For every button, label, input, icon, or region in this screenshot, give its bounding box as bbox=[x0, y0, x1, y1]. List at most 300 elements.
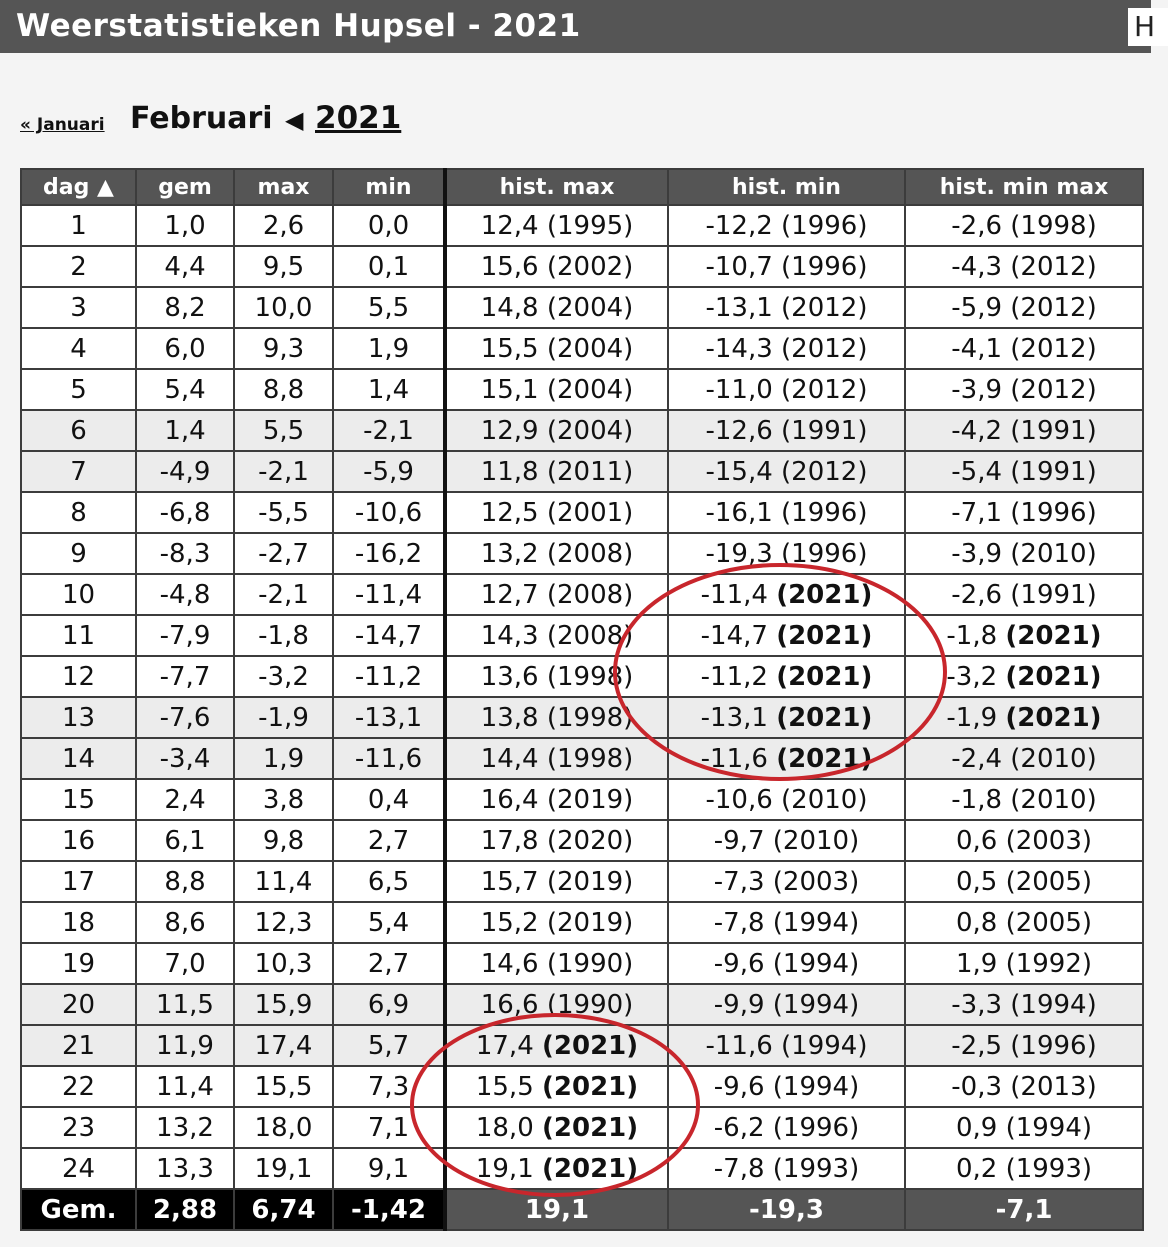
cell-hist-min-max-year: (1992) bbox=[1005, 948, 1093, 979]
cell-min: -11,4 bbox=[333, 574, 445, 615]
cell-gem: 11,9 bbox=[136, 1025, 234, 1066]
cell-hist-min-year: (1996) bbox=[781, 497, 868, 528]
cell-hist-min-value: -13,1 bbox=[705, 292, 773, 323]
cell-hist-max bbox=[445, 820, 668, 861]
cell-hist-min-year: (2021) bbox=[776, 743, 873, 774]
cell-hist-min-value: -11,6 bbox=[705, 1030, 773, 1061]
cell-hist-max-year: (1990) bbox=[546, 989, 634, 1020]
cell-dag: 21 bbox=[21, 1025, 136, 1066]
cell-hist-min bbox=[668, 861, 905, 902]
cell-hist-max-value: 13,8 bbox=[480, 702, 539, 733]
table-row bbox=[21, 984, 1143, 1025]
cell-hist-min-max-year: (1991) bbox=[1010, 415, 1097, 446]
cell-hist-min-value: -9,7 bbox=[713, 825, 765, 856]
cell-hist-max-value: 11,8 bbox=[480, 456, 539, 487]
cell-hist-min-value: -9,6 bbox=[713, 1071, 765, 1102]
cell-hist-min-value: -11,2 bbox=[700, 661, 768, 692]
cell-dag: 19 bbox=[21, 943, 136, 984]
cell-hist-min bbox=[668, 246, 905, 287]
cell-hist-min-max-value: -4,1 bbox=[951, 333, 1002, 364]
cell-gem: 6,1 bbox=[136, 820, 234, 861]
table-row bbox=[21, 533, 1143, 574]
cell-hist-max-year: (2008) bbox=[546, 579, 634, 610]
cell-hist-min-year: (1994) bbox=[781, 1030, 868, 1061]
cell-hist-min-max bbox=[905, 615, 1143, 656]
cell-min: -13,1 bbox=[333, 697, 445, 738]
cell-hist-min bbox=[668, 410, 905, 451]
cell-hist-min-year: (2010) bbox=[772, 825, 860, 856]
cell-hist-max bbox=[445, 1107, 668, 1148]
cell-hist-min-max-value: -7,1 bbox=[951, 497, 1002, 528]
cell-gem: 13,3 bbox=[136, 1148, 234, 1189]
cell-min: 0,1 bbox=[333, 246, 445, 287]
cell-hist-min-year: (2010) bbox=[781, 784, 868, 815]
cell-dag: 10 bbox=[21, 574, 136, 615]
table-row bbox=[21, 287, 1143, 328]
cell-hist-max-year: (2021) bbox=[542, 1071, 639, 1102]
table-row bbox=[21, 861, 1143, 902]
cell-hist-min-max-year: (2021) bbox=[1005, 661, 1102, 692]
cell-max: 1,9 bbox=[234, 738, 333, 779]
column-header-hist-max[interactable]: hist. max bbox=[445, 169, 668, 205]
cell-hist-min-max-year: (2012) bbox=[1010, 333, 1097, 364]
footer-hist-min-max: -7,1 bbox=[905, 1189, 1143, 1230]
cell-hist-min-year: (1994) bbox=[772, 948, 860, 979]
cell-hist-max-year: (1998) bbox=[546, 702, 634, 733]
table-header-row bbox=[21, 169, 1143, 205]
cell-dag: 14 bbox=[21, 738, 136, 779]
cell-hist-max-year: (2021) bbox=[542, 1112, 639, 1143]
cell-hist-min-value: -11,4 bbox=[700, 579, 768, 610]
cell-dag: 13 bbox=[21, 697, 136, 738]
cell-min: -14,7 bbox=[333, 615, 445, 656]
cell-min: 2,7 bbox=[333, 820, 445, 861]
cell-hist-max-value: 14,3 bbox=[480, 620, 539, 651]
cell-max: 17,4 bbox=[234, 1025, 333, 1066]
cell-hist-min bbox=[668, 533, 905, 574]
cell-hist-max-year: (2019) bbox=[546, 907, 634, 938]
cell-max: -2,1 bbox=[234, 451, 333, 492]
cell-hist-max bbox=[445, 287, 668, 328]
cell-hist-max bbox=[445, 1148, 668, 1189]
cell-hist-min-max bbox=[905, 779, 1143, 820]
cell-hist-min-max-value: 0,2 bbox=[955, 1153, 998, 1184]
cell-hist-max bbox=[445, 533, 668, 574]
cell-hist-min bbox=[668, 328, 905, 369]
cell-hist-min-year: (1994) bbox=[772, 989, 860, 1020]
side-button[interactable]: H bbox=[1128, 8, 1168, 46]
cell-hist-min-year: (1996) bbox=[781, 251, 868, 282]
cell-hist-max-year: (1998) bbox=[546, 661, 634, 692]
column-header-min[interactable]: min bbox=[333, 169, 445, 205]
cell-min: 7,1 bbox=[333, 1107, 445, 1148]
cell-hist-min-max-year: (2005) bbox=[1005, 907, 1093, 938]
cell-hist-min-max-value: -1,8 bbox=[946, 620, 998, 651]
cell-hist-max-year: (2021) bbox=[542, 1153, 639, 1184]
cell-hist-min-max bbox=[905, 492, 1143, 533]
cell-hist-min-year: (2003) bbox=[772, 866, 860, 897]
table-row bbox=[21, 820, 1143, 861]
cell-hist-min-max bbox=[905, 246, 1143, 287]
cell-hist-max bbox=[445, 410, 668, 451]
cell-dag: 6 bbox=[21, 410, 136, 451]
cell-hist-min-year: (2012) bbox=[781, 374, 868, 405]
cell-gem: -4,8 bbox=[136, 574, 234, 615]
cell-hist-min-max bbox=[905, 1025, 1143, 1066]
column-header-gem[interactable]: gem bbox=[136, 169, 234, 205]
cell-hist-min-value: -9,9 bbox=[713, 989, 765, 1020]
cell-hist-min bbox=[668, 779, 905, 820]
cell-hist-min-max-value: 1,9 bbox=[955, 948, 998, 979]
cell-hist-min-max-year: (2012) bbox=[1010, 292, 1097, 323]
cell-hist-min-year: (2021) bbox=[776, 620, 873, 651]
cell-hist-min bbox=[668, 984, 905, 1025]
cell-hist-max bbox=[445, 492, 668, 533]
table-footer-row bbox=[21, 1189, 1143, 1230]
cell-hist-min-value: -7,3 bbox=[713, 866, 765, 897]
cell-hist-min-value: -9,6 bbox=[713, 948, 765, 979]
cell-max: 8,8 bbox=[234, 369, 333, 410]
cell-hist-min-value: -15,4 bbox=[705, 456, 773, 487]
cell-max: 15,5 bbox=[234, 1066, 333, 1107]
cell-hist-max-year: (2004) bbox=[546, 374, 634, 405]
cell-hist-min-year: (2012) bbox=[781, 292, 868, 323]
table-row bbox=[21, 943, 1143, 984]
cell-min: -5,9 bbox=[333, 451, 445, 492]
table-row bbox=[21, 615, 1143, 656]
cell-dag: 12 bbox=[21, 656, 136, 697]
table-row bbox=[21, 1148, 1143, 1189]
table-row bbox=[21, 1025, 1143, 1066]
cell-dag: 7 bbox=[21, 451, 136, 492]
cell-hist-max-value: 12,9 bbox=[480, 415, 539, 446]
cell-dag: 15 bbox=[21, 779, 136, 820]
table-row bbox=[21, 1066, 1143, 1107]
cell-hist-min-value: -14,3 bbox=[705, 333, 773, 364]
cell-hist-max-value: 15,5 bbox=[480, 333, 539, 364]
cell-gem: -3,4 bbox=[136, 738, 234, 779]
cell-hist-max-year: (1998) bbox=[546, 743, 634, 774]
cell-hist-min bbox=[668, 656, 905, 697]
cell-hist-max bbox=[445, 943, 668, 984]
cell-min: -2,1 bbox=[333, 410, 445, 451]
cell-hist-min-max bbox=[905, 369, 1143, 410]
cell-hist-min-max-value: -4,2 bbox=[951, 415, 1002, 446]
cell-hist-min-max-value: 0,5 bbox=[955, 866, 998, 897]
cell-hist-min bbox=[668, 615, 905, 656]
cell-hist-min-max-year: (2021) bbox=[1005, 702, 1102, 733]
cell-dag: 1 bbox=[21, 205, 136, 246]
column-header-max[interactable]: max bbox=[234, 169, 333, 205]
cell-hist-min-max bbox=[905, 984, 1143, 1025]
cell-hist-max bbox=[445, 246, 668, 287]
cell-hist-min-max-year: (1991) bbox=[1010, 579, 1097, 610]
cell-min: -16,2 bbox=[333, 533, 445, 574]
cell-hist-max bbox=[445, 902, 668, 943]
cell-dag: 5 bbox=[21, 369, 136, 410]
table-row bbox=[21, 656, 1143, 697]
cell-hist-max bbox=[445, 1025, 668, 1066]
cell-min: 6,5 bbox=[333, 861, 445, 902]
cell-hist-max-year: (2001) bbox=[546, 497, 634, 528]
cell-hist-min-value: -6,2 bbox=[713, 1112, 765, 1143]
cell-hist-max-value: 13,2 bbox=[480, 538, 539, 569]
cell-max: 2,6 bbox=[234, 205, 333, 246]
cell-hist-min-year: (2021) bbox=[776, 579, 873, 610]
cell-hist-min-year: (1994) bbox=[772, 1071, 860, 1102]
table-row bbox=[21, 328, 1143, 369]
cell-hist-min-max-year: (2005) bbox=[1005, 866, 1093, 897]
cell-hist-max-value: 13,6 bbox=[480, 661, 539, 692]
cell-min: 2,7 bbox=[333, 943, 445, 984]
cell-dag: 24 bbox=[21, 1148, 136, 1189]
cell-hist-min-max-value: -5,9 bbox=[951, 292, 1002, 323]
cell-hist-min-max-year: (2010) bbox=[1010, 538, 1097, 569]
cell-hist-max bbox=[445, 861, 668, 902]
cell-hist-max bbox=[445, 656, 668, 697]
cell-max: 19,1 bbox=[234, 1148, 333, 1189]
cell-hist-max-value: 14,8 bbox=[480, 292, 539, 323]
cell-hist-min-value: -10,7 bbox=[705, 251, 773, 282]
cell-hist-max bbox=[445, 369, 668, 410]
cell-hist-min-max-year: (2010) bbox=[1010, 784, 1097, 815]
cell-hist-max bbox=[445, 1066, 668, 1107]
cell-hist-max-year: (2011) bbox=[546, 456, 634, 487]
cell-hist-min bbox=[668, 902, 905, 943]
cell-hist-min-max bbox=[905, 533, 1143, 574]
footer-max: 6,74 bbox=[234, 1189, 333, 1230]
table-row bbox=[21, 574, 1143, 615]
cell-gem: 8,2 bbox=[136, 287, 234, 328]
cell-hist-max bbox=[445, 697, 668, 738]
cell-hist-min-value: -7,8 bbox=[713, 1153, 765, 1184]
cell-max: 9,3 bbox=[234, 328, 333, 369]
cell-dag: 22 bbox=[21, 1066, 136, 1107]
cell-hist-min bbox=[668, 205, 905, 246]
cell-hist-min-max-year: (1996) bbox=[1010, 1030, 1097, 1061]
cell-hist-min-max-value: -1,8 bbox=[951, 784, 1002, 815]
cell-hist-min-year: (2021) bbox=[776, 661, 873, 692]
cell-hist-max bbox=[445, 984, 668, 1025]
cell-hist-min-year: (2012) bbox=[781, 456, 868, 487]
cell-hist-max-value: 14,6 bbox=[480, 948, 539, 979]
cell-hist-max-value: 15,2 bbox=[480, 907, 539, 938]
cell-hist-max-year: (2019) bbox=[546, 866, 634, 897]
cell-min: 1,9 bbox=[333, 328, 445, 369]
cell-hist-min-value: -14,7 bbox=[700, 620, 768, 651]
cell-hist-min-max-value: -4,3 bbox=[951, 251, 1002, 282]
cell-gem: 8,8 bbox=[136, 861, 234, 902]
cell-gem: -8,3 bbox=[136, 533, 234, 574]
cell-hist-max-value: 15,5 bbox=[475, 1071, 534, 1102]
cell-hist-max-year: (2008) bbox=[546, 538, 634, 569]
cell-gem: -4,9 bbox=[136, 451, 234, 492]
cell-max: 9,5 bbox=[234, 246, 333, 287]
cell-hist-max bbox=[445, 615, 668, 656]
column-header-dag[interactable]: dag ▲ bbox=[21, 169, 136, 205]
table-row bbox=[21, 779, 1143, 820]
cell-hist-min-value: -12,2 bbox=[705, 210, 773, 241]
cell-hist-max-year: (2020) bbox=[546, 825, 634, 856]
cell-hist-max-value: 17,8 bbox=[480, 825, 539, 856]
cell-dag: 4 bbox=[21, 328, 136, 369]
cell-hist-min-value: -10,6 bbox=[705, 784, 773, 815]
footer-label: Gem. bbox=[21, 1189, 136, 1230]
footer-gem: 2,88 bbox=[136, 1189, 234, 1230]
cell-hist-max-value: 12,5 bbox=[480, 497, 539, 528]
cell-min: 6,9 bbox=[333, 984, 445, 1025]
cell-hist-max bbox=[445, 328, 668, 369]
cell-hist-min-max-value: -2,5 bbox=[951, 1030, 1002, 1061]
cell-hist-max-value: 16,4 bbox=[480, 784, 539, 815]
cell-hist-min-max-year: (2012) bbox=[1010, 374, 1097, 405]
cell-gem: -7,9 bbox=[136, 615, 234, 656]
cell-hist-min-max-year: (1996) bbox=[1010, 497, 1097, 528]
cell-hist-max-value: 16,6 bbox=[480, 989, 539, 1020]
table-row bbox=[21, 205, 1143, 246]
cell-hist-min-max bbox=[905, 410, 1143, 451]
cell-hist-max-year: (1990) bbox=[546, 948, 634, 979]
cell-hist-min bbox=[668, 1025, 905, 1066]
cell-hist-min-max bbox=[905, 738, 1143, 779]
cell-dag: 9 bbox=[21, 533, 136, 574]
triangle-left-icon: ◀ bbox=[285, 106, 304, 134]
cell-min: -11,2 bbox=[333, 656, 445, 697]
cell-min: -10,6 bbox=[333, 492, 445, 533]
cell-hist-min-max-year: (2012) bbox=[1010, 251, 1097, 282]
cell-hist-min-value: -16,1 bbox=[705, 497, 773, 528]
cell-hist-min-year: (2012) bbox=[781, 333, 868, 364]
cell-hist-min-max-year: (2013) bbox=[1010, 1071, 1097, 1102]
cell-dag: 20 bbox=[21, 984, 136, 1025]
cell-hist-max-value: 12,7 bbox=[480, 579, 539, 610]
cell-max: -2,1 bbox=[234, 574, 333, 615]
cell-hist-min-max-value: -0,3 bbox=[951, 1071, 1002, 1102]
year-link[interactable]: 2021 bbox=[315, 100, 402, 136]
cell-hist-min-max-year: (1991) bbox=[1010, 456, 1097, 487]
cell-gem: 1,0 bbox=[136, 205, 234, 246]
cell-hist-min-year: (1996) bbox=[781, 538, 868, 569]
cell-hist-min-max bbox=[905, 820, 1143, 861]
table-row bbox=[21, 902, 1143, 943]
cell-gem: 11,5 bbox=[136, 984, 234, 1025]
cell-min: 1,4 bbox=[333, 369, 445, 410]
cell-gem: 2,4 bbox=[136, 779, 234, 820]
cell-hist-min-max-value: -3,9 bbox=[951, 374, 1002, 405]
cell-min: 5,4 bbox=[333, 902, 445, 943]
cell-hist-max-year: (2021) bbox=[542, 1030, 639, 1061]
cell-hist-min-max-year: (2010) bbox=[1010, 743, 1097, 774]
cell-hist-max-year: (2002) bbox=[546, 251, 634, 282]
cell-hist-max-value: 15,1 bbox=[480, 374, 539, 405]
cell-gem: -6,8 bbox=[136, 492, 234, 533]
cell-hist-min-max-value: 0,9 bbox=[955, 1112, 998, 1143]
cell-hist-min-max-year: (1993) bbox=[1005, 1153, 1093, 1184]
cell-hist-max-value: 15,6 bbox=[480, 251, 539, 282]
cell-min: 7,3 bbox=[333, 1066, 445, 1107]
cell-hist-min-max-value: -3,9 bbox=[951, 538, 1002, 569]
cell-gem: 4,4 bbox=[136, 246, 234, 287]
cell-hist-min-max-value: -2,6 bbox=[951, 210, 1002, 241]
cell-hist-min-max bbox=[905, 1066, 1143, 1107]
cell-gem: 7,0 bbox=[136, 943, 234, 984]
cell-hist-min-max-value: -2,4 bbox=[951, 743, 1002, 774]
cell-hist-min-max bbox=[905, 902, 1143, 943]
cell-hist-min-max-value: -5,4 bbox=[951, 456, 1002, 487]
cell-hist-min bbox=[668, 574, 905, 615]
cell-hist-max-year: (2004) bbox=[546, 292, 634, 323]
cell-hist-max bbox=[445, 574, 668, 615]
cell-hist-min-max-year: (1994) bbox=[1005, 1112, 1093, 1143]
cell-hist-min-value: -11,0 bbox=[705, 374, 773, 405]
cell-dag: 16 bbox=[21, 820, 136, 861]
cell-max: -1,9 bbox=[234, 697, 333, 738]
cell-hist-min-max bbox=[905, 656, 1143, 697]
footer-hist-max: 19,1 bbox=[445, 1189, 668, 1230]
cell-max: 10,3 bbox=[234, 943, 333, 984]
cell-hist-max-value: 15,7 bbox=[480, 866, 539, 897]
previous-month-link[interactable]: « Januari bbox=[20, 115, 105, 135]
cell-max: -1,8 bbox=[234, 615, 333, 656]
page-title: Weerstatistieken Hupsel - 2021 bbox=[16, 8, 581, 44]
cell-hist-min-max-value: -3,3 bbox=[951, 989, 1002, 1020]
cell-dag: 2 bbox=[21, 246, 136, 287]
cell-max: 5,5 bbox=[234, 410, 333, 451]
cell-hist-max-year: (2008) bbox=[546, 620, 634, 651]
cell-hist-min-year: (1996) bbox=[781, 210, 868, 241]
cell-max: 10,0 bbox=[234, 287, 333, 328]
cell-hist-max-year: (2004) bbox=[546, 333, 634, 364]
cell-hist-max-value: 17,4 bbox=[475, 1030, 534, 1061]
cell-hist-max-value: 19,1 bbox=[475, 1153, 534, 1184]
cell-hist-min bbox=[668, 1066, 905, 1107]
cell-hist-min-value: -13,1 bbox=[700, 702, 768, 733]
cell-hist-min bbox=[668, 738, 905, 779]
cell-hist-min-max bbox=[905, 697, 1143, 738]
column-header-hist-min[interactable]: hist. min bbox=[668, 169, 905, 205]
cell-hist-min-max bbox=[905, 1148, 1143, 1189]
cell-hist-max bbox=[445, 451, 668, 492]
cell-min: 0,4 bbox=[333, 779, 445, 820]
cell-hist-min bbox=[668, 697, 905, 738]
cell-hist-min-max bbox=[905, 943, 1143, 984]
cell-hist-min-max bbox=[905, 328, 1143, 369]
column-header-hist-min-max[interactable]: hist. min max bbox=[905, 169, 1143, 205]
table-row bbox=[21, 492, 1143, 533]
cell-hist-min-max bbox=[905, 287, 1143, 328]
cell-hist-min bbox=[668, 451, 905, 492]
cell-dag: 8 bbox=[21, 492, 136, 533]
cell-hist-min bbox=[668, 943, 905, 984]
cell-max: -3,2 bbox=[234, 656, 333, 697]
cell-hist-min-year: (1996) bbox=[772, 1112, 860, 1143]
cell-hist-min bbox=[668, 492, 905, 533]
cell-dag: 3 bbox=[21, 287, 136, 328]
cell-hist-min-max bbox=[905, 861, 1143, 902]
footer-hist-min: -19,3 bbox=[668, 1189, 905, 1230]
table-row bbox=[21, 738, 1143, 779]
cell-hist-min-max-year: (1998) bbox=[1010, 210, 1097, 241]
cell-gem: 11,4 bbox=[136, 1066, 234, 1107]
cell-hist-min bbox=[668, 1148, 905, 1189]
footer-min: -1,42 bbox=[333, 1189, 445, 1230]
cell-dag: 23 bbox=[21, 1107, 136, 1148]
cell-gem: -7,6 bbox=[136, 697, 234, 738]
cell-gem: 6,0 bbox=[136, 328, 234, 369]
cell-hist-min-max-value: -1,9 bbox=[946, 702, 998, 733]
cell-hist-min-max bbox=[905, 451, 1143, 492]
cell-hist-min-max-year: (2021) bbox=[1005, 620, 1102, 651]
